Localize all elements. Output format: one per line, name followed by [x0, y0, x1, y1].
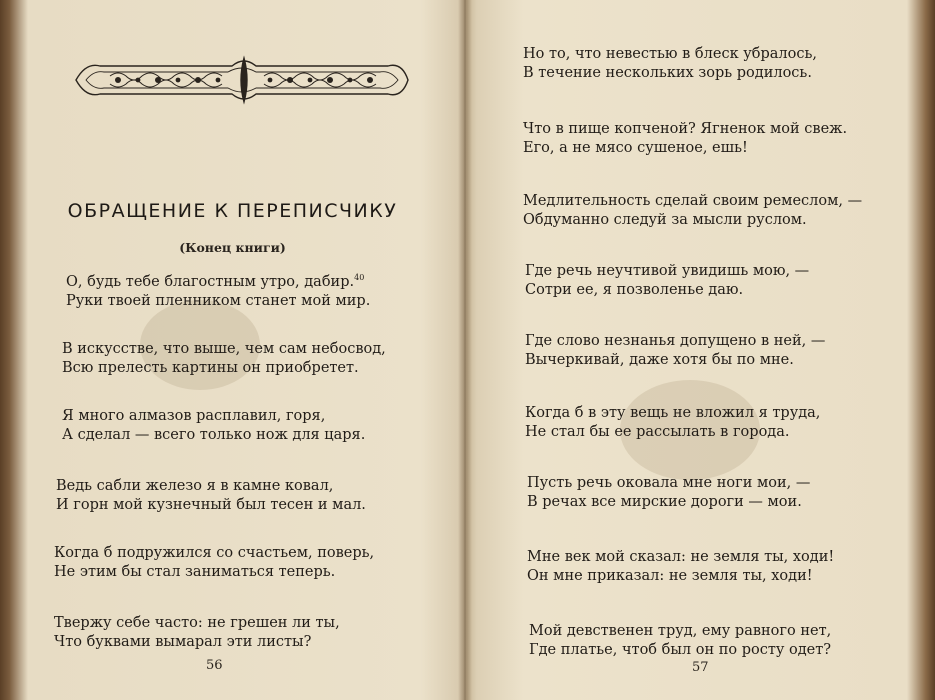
couplet — [529, 622, 831, 660]
verse-line: Не стал бы ее рассылать в города. — [525, 424, 790, 440]
page-number: 57 — [692, 660, 709, 675]
poem-title: ОБРАЩЕНИЕ К ПЕРЕПИСЧИКУ — [67, 200, 398, 222]
footnote-mark: 40 — [354, 273, 365, 282]
couplet — [525, 404, 820, 442]
verse-line: Медлительность сделай своим ремеслом, — — [523, 193, 863, 209]
verse-line: Его, а не мясо сушеное, ешь! — [523, 140, 748, 156]
verse-line: Где слово незнанья допущено в ней, — — [525, 333, 826, 349]
couplet — [523, 120, 847, 158]
verse-line: В речах все мирские дороги — мои. — [527, 494, 802, 510]
verse-line: А сделал — всего только нож для царя. — [62, 427, 366, 443]
verse-line: Когда б в эту вещь не вложил я труда, — [525, 405, 821, 421]
verse-line: Мой девственен труд, ему равного нет, — [529, 623, 832, 639]
poem-subtitle: (Конец книги) — [179, 240, 286, 255]
couplet — [527, 474, 810, 512]
verse-line: О, будь тебе благостным утро, дабир.$^{40}$ — [66, 273, 365, 290]
verse-line: Сотри ее, я позволенье даю. — [525, 282, 744, 298]
verse-line: Обдуманно следуй за мысли руслом. — [523, 212, 807, 228]
couplet — [62, 340, 386, 378]
verse-line: Всю прелесть картины он приобретет. — [62, 360, 359, 376]
verse-line: Когда б подружился со счастьем, поверь, — [54, 545, 375, 561]
verse-line: Где речь неучтивой увидишь мою, — — [525, 263, 810, 279]
couplet — [523, 192, 862, 230]
verse-line: Но то, что невестью в блеск убралось, — [523, 46, 818, 62]
verse-line: Не этим бы стал заниматься теперь. — [54, 564, 336, 580]
verse-line: Пусть речь оковала мне ноги мои, — — [527, 475, 811, 491]
page-number: 56 — [206, 658, 223, 673]
couplet — [66, 268, 370, 311]
verse-line: Вычеркивай, даже хотя бы по мне. — [525, 352, 794, 368]
verse-line: И горн мой кузнечный был тесен и мал. — [56, 497, 366, 513]
couplet — [525, 332, 825, 370]
verse-line: Мне век мой сказал: не земля ты, ходи! — [527, 549, 835, 565]
verse-line: Твержу себе часто: не грешен ли ты, — [54, 615, 340, 631]
verse-line: Он мне приказал: не земля ты, ходи! — [527, 568, 813, 584]
left-page — [0, 0, 465, 700]
right-page — [467, 0, 935, 700]
verse-line: Где платье, чтоб был он по росту одет? — [529, 642, 832, 658]
couplet — [525, 262, 809, 300]
verse-line: Что в пище копченой? Ягненок мой свеж. — [523, 121, 848, 137]
couplet — [527, 548, 834, 586]
verse-line: Ведь сабли железо я в камне ковал, — [56, 478, 334, 494]
verse-line: Что буквами вымарал эти листы? — [54, 634, 312, 650]
verse-line: В течение нескольких зорь родилось. — [523, 65, 812, 81]
verse-line: Руки твоей пленником станет мой мир. — [66, 292, 371, 309]
couplet — [54, 614, 340, 652]
couplet — [54, 544, 374, 582]
couplet — [62, 407, 365, 445]
couplet — [523, 45, 817, 83]
couplet — [56, 477, 366, 515]
decorative-headpiece-ornament — [72, 52, 412, 108]
verse-line: Я много алмазов расплавил, горя, — [62, 408, 326, 424]
verse-line: В искусстве, что выше, чем сам небосвод, — [62, 341, 386, 357]
